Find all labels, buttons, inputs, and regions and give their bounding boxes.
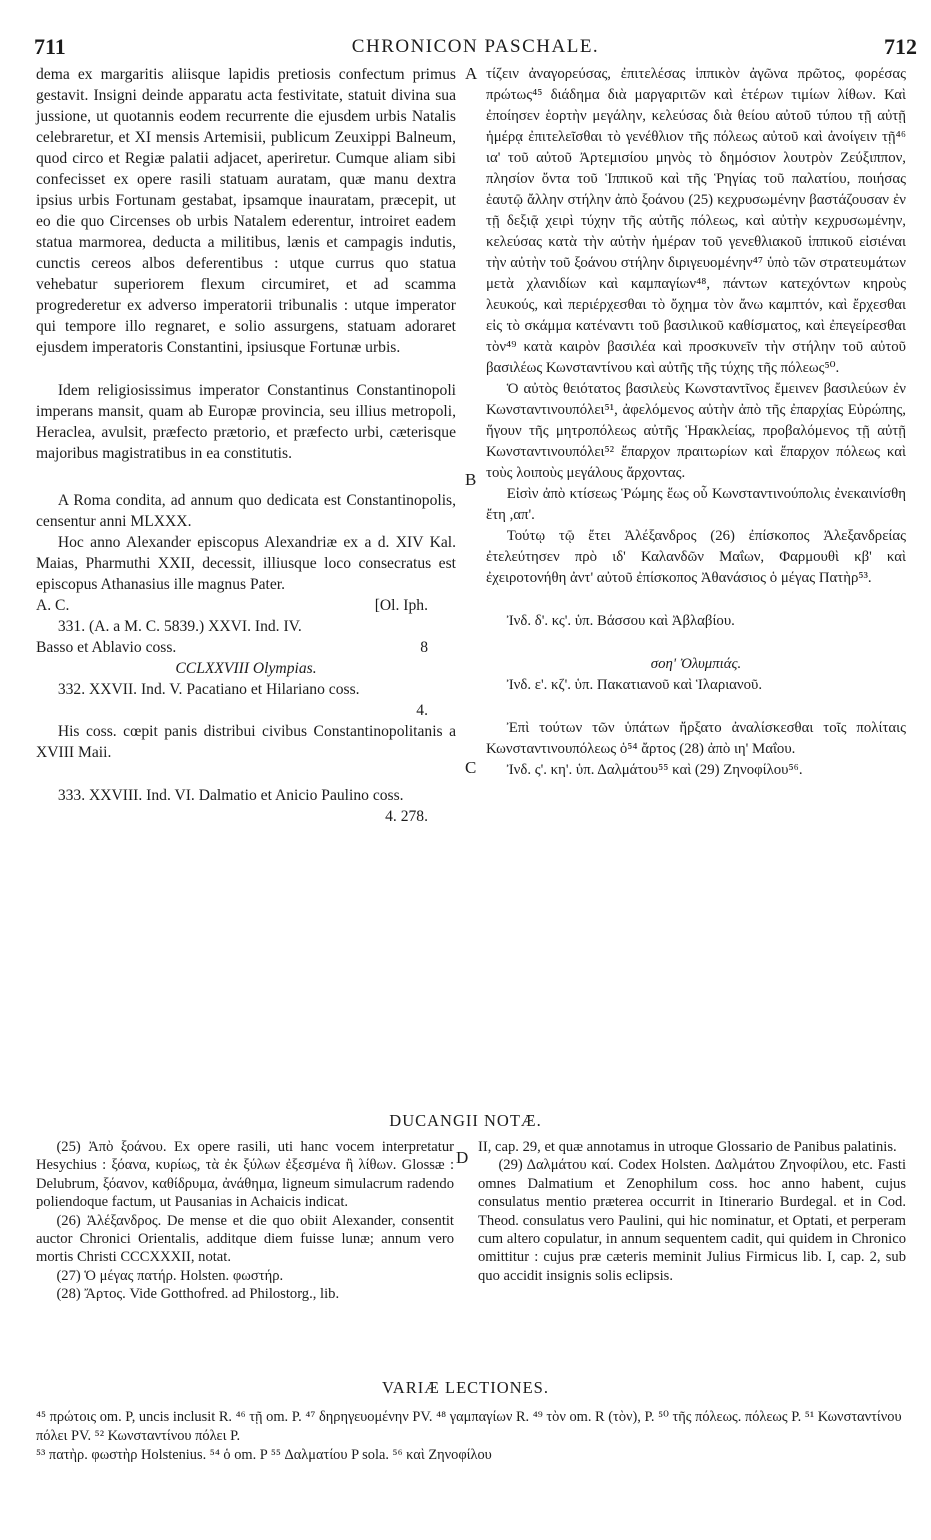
greek-paragraph: Ἐπὶ τούτων τῶν ὑπάτων ἤρξατο ἀναλίσκεσθαι τοῖς πολίταις Κωνσταντινουπόλεως ὁ⁵⁴ ἄρτος (28) ἀπὸ ιη' Μαΐου. xyxy=(486,720,906,757)
greek-paragraph: Τούτῳ τῷ ἔτει Ἀλέξανδρος (26) ἐπίσκοπος Ἀλεξανδρείας ἐτελεύτησεν πρὸ ιδ' Καλανδῶν Μαΐων, Φαρμουθὶ κβ' καὶ ἐχειροτονήθη ἀντ' αὐτοῦ ἐπίσκοπος Ἀθανάσιος ὁ μέγας Πατὴρ⁵³. xyxy=(486,528,906,586)
page-number-left: 711 xyxy=(34,34,66,59)
year-label: A. C. xyxy=(36,597,70,614)
variant-line: ⁵³ πατὴρ. φωστὴρ Holstenius. ⁵⁴ ὁ om. P ⁵⁵ Δαλματίου P sola. ⁵⁶ καὶ Ζηνοφίλου xyxy=(36,1447,492,1463)
running-title: CHRONICON PASCHALE. xyxy=(351,36,600,57)
olympiad-year: 4. 278. xyxy=(385,808,428,825)
latin-paragraph: His coss. cœpit panis distribui civibus Constantinopolitanis a XVIII Maii. xyxy=(36,723,456,761)
greek-paragraph: τίζειν ἀναγορεύσας, ἐπιτελέσας ἱππικὸν ἀγῶνα πρῶτος, φορέσας πρώτως⁴⁵ διάδημα διὰ μαργαριτῶν καὶ ἑτέρων τιμίων λίθων. Καὶ ἐποίησεν ἑορτὴν μεγάλην, κελεύσας διὰ θείου αὐτοῦ τύπου τῇ αὐτῇ ἡμέρᾳ ἐπιτελεῖσθαι τὸ γενέθλιον τῆς πόλεως αὐτοῦ καὶ ἀνοίγειν τῇ⁴⁶ ια' τοῦ αὐτοῦ Ἀρτεμισίου μηνὸς τὸ δημόσιον λουτρὸν Ζεύξιππον, πλησίον ὄντα τοῦ Ἱππικοῦ καὶ τῆς Ῥηγίας τοῦ παλατίου, ποιήσας ἑαυτῷ ἄλλην στήλην ἀπὸ ξοάνου (25) κεχρυσωμένην βαστάζουσαν ἐν τῇ δεξιᾷ χειρὶ τύχην τῆς αὐτῆς πόλεως, καὶ αὐτὴν κεχρυσωμένην, κελεύσας κατὰ τὴν αὐτὴν ἡμέραν τοῦ γενεθλιακοῦ ἱππικοῦ εἰσιέναι τὴν αὐτὴν τοῦ ξοάνου στήλην διριγευομένην⁴⁷ ὑπὸ τῶν στρατευμάτων μετὰ χλανιδίων καὶ καμπαγίων⁴⁸, πάντων κατεχόντων κηροὺς λευκούς, καὶ περιέρχεσθαι τὸ ὄχημα τὸν ἄνω καμπτόν, καὶ ἔρχεσθαι εἰς τὸ σκάμμα κατέναντι τοῦ βασιλικοῦ καθίσματος, καὶ ἐπεγείρεσθαι τὸν⁴⁹ κατὰ καιρὸν βασιλέα καὶ προσκυνεῖν τὴν στήλην τοῦ αὐτοῦ βασιλέως Κωνσταντίνου καὶ αὐτῆς τῆς τύχης τῆς πόλεως⁵⁰. xyxy=(486,66,906,376)
year-entry: 332. XXVII. Ind. V. Pacatiano et Hilariano coss. xyxy=(57,681,360,698)
note-entry: (25) Ἀπὸ ξοάνου. Ex opere rasili, uti hanc vocem interpretatur Hesychius : ξόανα, κυρίως, τὰ ἐκ ξύλων ἐξεσμένα ἢ λίθων. Glossæ : Delubrum, ξόανον, καθίδρυμα, ἀνάθημα, ligneum simulacrum radendo poliendoque factum, ut Pausanias in Achaicis indicat. xyxy=(36,1139,454,1211)
variant-line: ⁴⁵ πρώτοις om. P, uncis inclusit R. ⁴⁶ τῇ om. P. ⁴⁷ δηρηγευομένην PV. ⁴⁸ γαμπαγίων R. ⁴⁹ τὸν om. R (τὸν), P. ⁵⁰ τῆς πόλεως. πόλεως P. ⁵¹ Κωνσταντίνου πόλει PV. ⁵² Κωνσταντίνου πόλει P. xyxy=(36,1409,902,1444)
margin-letter-b: B xyxy=(465,470,477,489)
note-entry: (29) Δαλμάτου καί. Codex Holsten. Δαλμάτου Ζηνοφίλου, etc. Fasti omnes Dalmatium et Zenophilum coss. hoc anno habent, cujus consulatus mentio præterea occurrit in Itinerario Burdegal. et in Cod. Theod. consulatus vero Paulini, qui hic nominatur, et Optati, et perperam cum altero copulatur, in annum sequentem cadit, qui quidem in Chronico omittitur : cujus præ cæteris meminit Julius Firmicus lib. I, cap. 2, sub quo accidit insignis solis eclipsis. xyxy=(478,1157,906,1284)
year-row xyxy=(36,700,456,721)
year-entry: 331. (A. a M. C. 5839.) XXVI. Ind. IV. xyxy=(57,618,302,635)
notes-left-column xyxy=(36,1138,454,1304)
olympiad-heading: CCLXXVIII Olympias. xyxy=(175,660,317,677)
note-entry: (26) Ἀλέξανδρος. De mense et die quo obiit Alexander, consentit auctor Chronici Orientalis, additque diem fuisse lunæ; annum vero mortis Christi CCCXXXII, notat. xyxy=(36,1212,454,1266)
latin-paragraph: dema ex margaritis aliisque lapidis pretiosis confectum primus gestavit. Insigni deinde apparatu acta festivitate, statuit divina sua jussione, ut quotannis eodem recurrente die ejusdem urbis Natalis celebraretur, et XI mensis Artemisii, publicum Zeuxippi Balneum, quod circo et Regiæ palatii adjacet, aperiretur. Cumque aliam sibi confecisset ex opere rasili statuam auratam, quæ manu dextra ipsius urbis Fortunam gestabat, ipsamque inauratam, præcepit, ut eo die quo Circenses ob urbis Natalem ederentur, introiret eadem statua marmorea, deducta a militibus, lænis et campagis indutis, cunctis cereos albos deferentibus : utque currus quo statua vehebatur superiorem flexum circumiret, et ad scamma progrederetur ex adverso imperatorii tribunalis : utque imperator qui tempore illo regnaret, e solio assurgens, statuam adoraret ejusdem imperatoris Constantini, ipsiusque Fortunæ urbis. xyxy=(36,66,456,356)
notes-right-column xyxy=(478,1138,906,1285)
page-number-right: 712 xyxy=(884,34,917,59)
margin-letter-c: C xyxy=(465,758,477,777)
latin-paragraph: A Roma condita, ad annum quo dedicata est Constantinopolis, censentur anni MLXXX. xyxy=(36,492,456,530)
greek-column xyxy=(486,64,906,781)
olympiad-year: 8 xyxy=(420,639,428,656)
olympiad-year: 4. xyxy=(416,702,428,719)
notes-heading: DUCANGII NOTÆ. xyxy=(389,1111,542,1130)
greek-paragraph: Ὁ αὐτὸς θειότατος βασιλεὺς Κωνσταντῖνος ἔμεινεν βασιλεύων ἐν Κωνσταντινουπόλει⁵¹, ἀφελόμενος αὐτὴν ἀπὸ τῆς ἐπαρχίας Εὐρώπης, ἥγουν τῆς μητροπόλεως αὐτῆς Ἡρακλείας, προβαλόμενος τῇ αὐτῇ Κωνσταντινουπόλει⁵² ἔπαρχον πραιτωρίων καὶ ἔπαρχον πόλεως καὶ τοὺς λοιποὺς μεγάλους ἄρχοντας. xyxy=(486,381,906,481)
latin-paragraph: Idem religiosissimus imperator Constantinus Constantinopoli imperans mansit, quam ab Europæ provincia, seu illius metropoli, Heraclea, avulsit, præfecto prætorio, et præfecto urbi, cæterisque majoribus magistratibus in ea constitutis. xyxy=(36,382,456,462)
year-row xyxy=(36,806,456,827)
running-header xyxy=(34,34,917,60)
year-entry: Ἰνδ. δ'. κς'. ὑπ. Βάσσου καὶ Ἀβλαβίου. xyxy=(506,613,735,629)
margin-letter-d: D xyxy=(456,1148,469,1167)
latin-paragraph: Hoc anno Alexander episcopus Alexandriæ ex a d. XIV Kal. Maias, Pharmuthi XXII, decessit, illiusque loco consecratus est episcopus Athanasius ille magnus Pater. xyxy=(36,534,456,593)
note-entry: II, cap. 29, et quæ annotamus in utroque Glossario de Panibus palatinis. xyxy=(478,1139,897,1155)
olympiad-heading: σοη' Ὀλυμπιάς. xyxy=(650,656,742,672)
year-row xyxy=(36,595,456,616)
consuls: Basso et Ablavio coss. xyxy=(36,639,177,656)
year-entry: Ἰνδ. ς'. κη'. ὑπ. Δαλμάτου⁵⁵ καὶ (29) Ζηνοφίλου⁵⁶. xyxy=(506,762,803,778)
variae-heading: VARIÆ LECTIONES. xyxy=(382,1378,549,1397)
year-row xyxy=(36,637,456,658)
year-entry: 333. XXVIII. Ind. VI. Dalmatio et Anicio Paulino coss. xyxy=(57,787,404,804)
margin-letter-a: A xyxy=(465,64,478,83)
note-entry: (27) Ὁ μέγας πατήρ. Holsten. φωστήρ. xyxy=(56,1267,284,1284)
latin-column xyxy=(36,64,456,827)
year-entry: Ἰνδ. ε'. κζ'. ὑπ. Πακατιανοῦ καὶ Ἱλαριανοῦ. xyxy=(506,677,763,693)
greek-paragraph: Εἰσὶν ἀπὸ κτίσεως Ῥώμης ἕως οὗ Κωνσταντινούπολις ἐνεκαινίσθη ἔτη ,απ'. xyxy=(486,486,906,523)
note-entry: (28) Ἄρτος. Vide Gotthofred. ad Philostorg., lib. xyxy=(56,1286,340,1303)
olympiad-label: [Ol. Iph. xyxy=(374,597,428,614)
variae-lectiones xyxy=(36,1408,908,1465)
